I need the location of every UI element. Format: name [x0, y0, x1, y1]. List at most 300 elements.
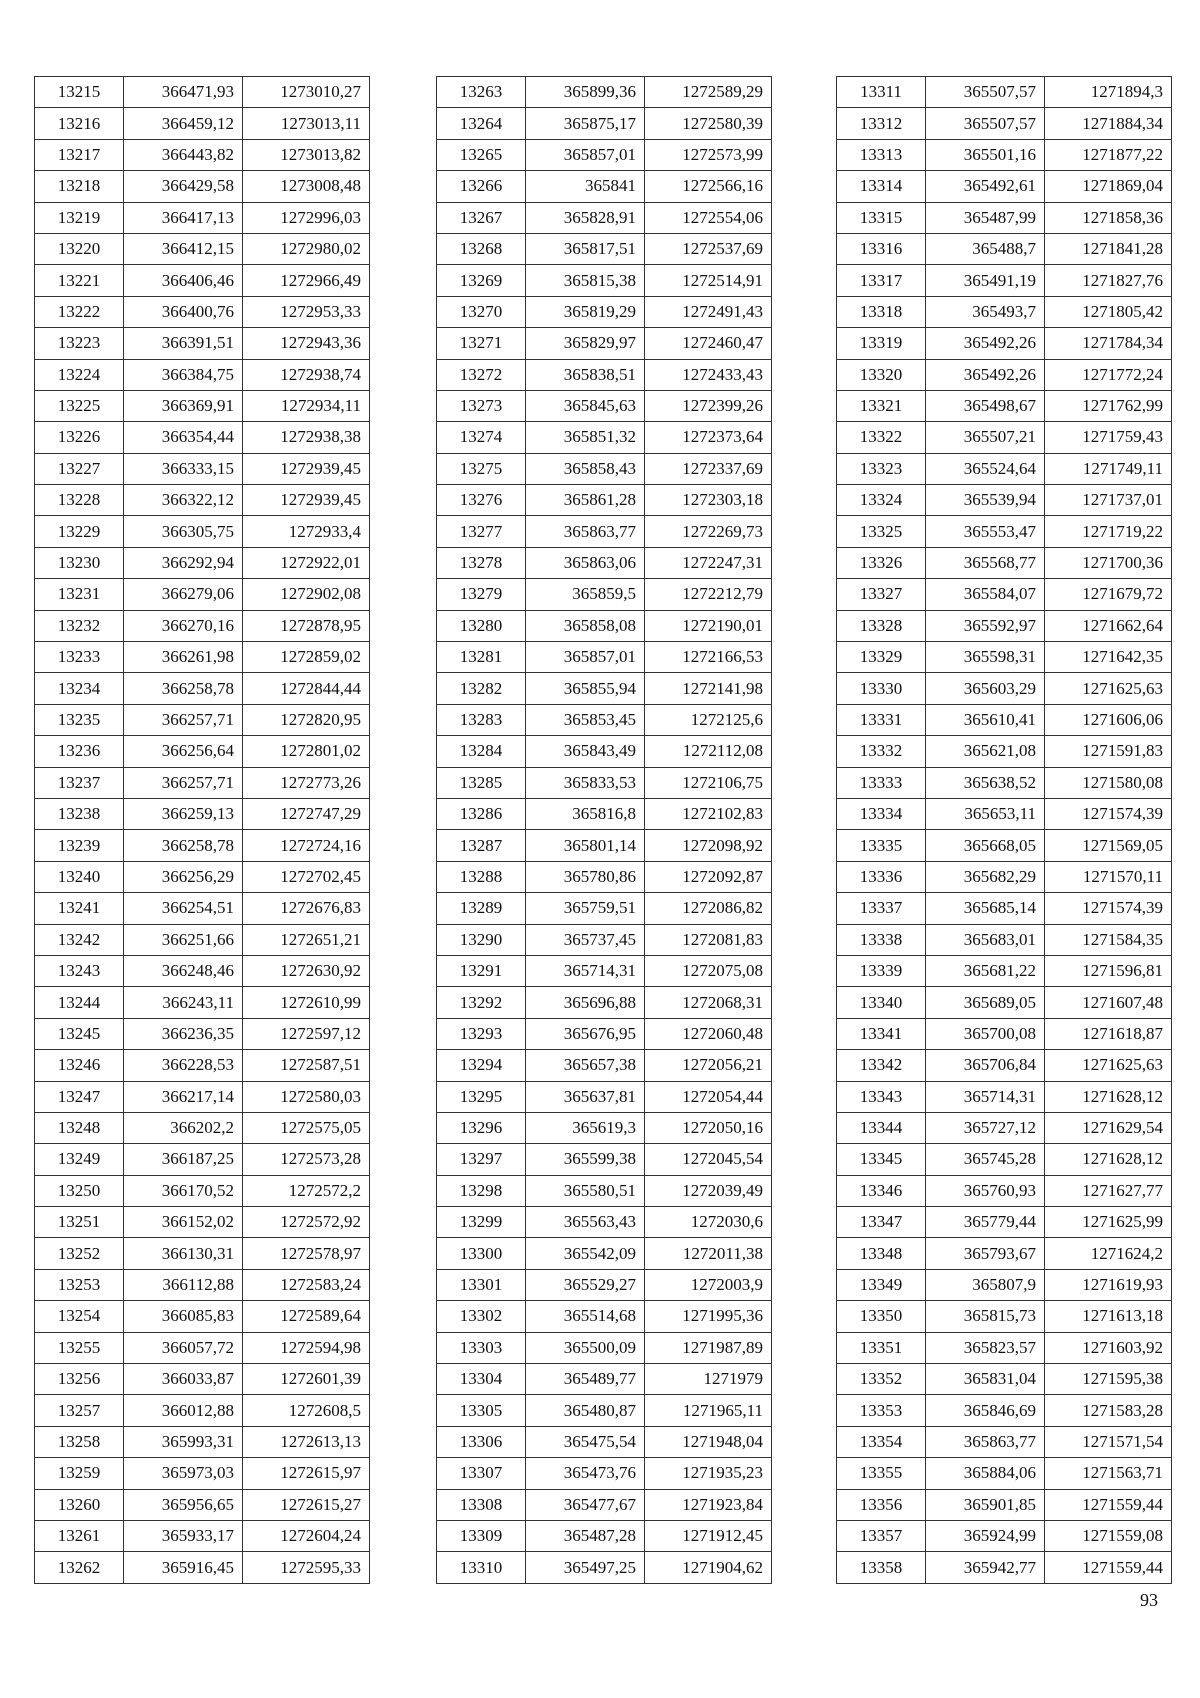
y-coordinate-cell: 1271719,22 [1045, 516, 1172, 547]
table-row [837, 1112, 1172, 1143]
x-coordinate-cell: 366384,75 [124, 359, 243, 390]
table-row [35, 798, 370, 829]
point-number-cell: 13250 [35, 1175, 124, 1206]
point-number-cell: 13316 [837, 233, 926, 264]
point-number-cell: 13343 [837, 1081, 926, 1112]
table-row [35, 265, 370, 296]
y-coordinate-cell: 1272045,54 [645, 1144, 772, 1175]
x-coordinate-cell: 366228,53 [124, 1050, 243, 1081]
y-coordinate-cell: 1271559,08 [1045, 1520, 1172, 1551]
x-coordinate-cell: 365489,77 [526, 1364, 645, 1395]
x-coordinate-cell: 365993,31 [124, 1426, 243, 1457]
point-number-cell: 13298 [437, 1175, 526, 1206]
table-row [837, 798, 1172, 829]
table-row [437, 453, 772, 484]
y-coordinate-cell: 1271762,99 [1045, 390, 1172, 421]
y-coordinate-cell: 1271737,01 [1045, 485, 1172, 516]
y-coordinate-cell: 1272604,24 [243, 1520, 370, 1551]
y-coordinate-cell: 1272583,24 [243, 1269, 370, 1300]
x-coordinate-cell: 365621,08 [926, 736, 1045, 767]
y-coordinate-cell: 1272514,91 [645, 265, 772, 296]
point-number-cell: 13348 [837, 1238, 926, 1269]
point-number-cell: 13218 [35, 171, 124, 202]
x-coordinate-cell: 365500,09 [526, 1332, 645, 1363]
x-coordinate-cell: 365858,43 [526, 453, 645, 484]
y-coordinate-cell: 1272844,44 [243, 673, 370, 704]
y-coordinate-cell: 1271625,99 [1045, 1207, 1172, 1238]
point-number-cell: 13318 [837, 296, 926, 327]
y-coordinate-cell: 1272068,31 [645, 987, 772, 1018]
x-coordinate-cell: 365859,5 [526, 579, 645, 610]
table-row [837, 924, 1172, 955]
point-number-cell: 13295 [437, 1081, 526, 1112]
point-number-cell: 13322 [837, 422, 926, 453]
y-coordinate-cell: 1271894,3 [1045, 77, 1172, 108]
y-coordinate-cell: 1271580,08 [1045, 767, 1172, 798]
x-coordinate-cell: 366258,78 [124, 673, 243, 704]
x-coordinate-cell: 365714,31 [526, 955, 645, 986]
table-row [35, 767, 370, 798]
point-number-cell: 13334 [837, 798, 926, 829]
x-coordinate-cell: 365492,26 [926, 359, 1045, 390]
x-coordinate-cell: 366085,83 [124, 1301, 243, 1332]
point-number-cell: 13352 [837, 1364, 926, 1395]
x-coordinate-cell: 365759,51 [526, 893, 645, 924]
x-coordinate-cell: 366202,2 [124, 1112, 243, 1143]
y-coordinate-cell: 1272075,08 [645, 955, 772, 986]
point-number-cell: 13355 [837, 1458, 926, 1489]
table-row [35, 861, 370, 892]
point-number-cell: 13342 [837, 1050, 926, 1081]
table-row [437, 1112, 772, 1143]
table-row [35, 359, 370, 390]
x-coordinate-cell: 365497,25 [526, 1552, 645, 1583]
y-coordinate-cell: 1272610,99 [243, 987, 370, 1018]
y-coordinate-cell: 1272086,82 [645, 893, 772, 924]
table-row [35, 108, 370, 139]
y-coordinate-cell: 1272112,08 [645, 736, 772, 767]
point-number-cell: 13299 [437, 1207, 526, 1238]
point-number-cell: 13262 [35, 1552, 124, 1583]
table-row [437, 1552, 772, 1583]
point-number-cell: 13231 [35, 579, 124, 610]
table-row [837, 1489, 1172, 1520]
table-row [837, 1144, 1172, 1175]
x-coordinate-cell: 365682,29 [926, 861, 1045, 892]
table-row [437, 924, 772, 955]
y-coordinate-cell: 1272597,12 [243, 1018, 370, 1049]
point-number-cell: 13336 [837, 861, 926, 892]
point-number-cell: 13260 [35, 1489, 124, 1520]
point-number-cell: 13328 [837, 610, 926, 641]
x-coordinate-cell: 365619,3 [526, 1112, 645, 1143]
table-row [35, 328, 370, 359]
point-number-cell: 13267 [437, 202, 526, 233]
table-row [837, 579, 1172, 610]
point-number-cell: 13263 [437, 77, 526, 108]
y-coordinate-cell: 1272878,95 [243, 610, 370, 641]
table-row [837, 1238, 1172, 1269]
x-coordinate-cell: 365863,77 [926, 1426, 1045, 1457]
table-row [437, 1332, 772, 1363]
y-coordinate-cell: 1272589,64 [243, 1301, 370, 1332]
point-number-cell: 13300 [437, 1238, 526, 1269]
x-coordinate-cell: 366400,76 [124, 296, 243, 327]
table-row [837, 955, 1172, 986]
point-number-cell: 13252 [35, 1238, 124, 1269]
table-row [837, 328, 1172, 359]
y-coordinate-cell: 1272980,02 [243, 233, 370, 264]
y-coordinate-cell: 1272580,39 [645, 108, 772, 139]
table-row [437, 1301, 772, 1332]
table-row [837, 1269, 1172, 1300]
table-row [35, 1458, 370, 1489]
table-row [35, 1520, 370, 1551]
point-number-cell: 13287 [437, 830, 526, 861]
coordinate-table-3 [836, 76, 1172, 1584]
y-coordinate-cell: 1271563,71 [1045, 1458, 1172, 1489]
y-coordinate-cell: 1271700,36 [1045, 547, 1172, 578]
table-row [837, 1018, 1172, 1049]
point-number-cell: 13302 [437, 1301, 526, 1332]
x-coordinate-cell: 365553,47 [926, 516, 1045, 547]
table-row [837, 485, 1172, 516]
table-row [35, 296, 370, 327]
y-coordinate-cell: 1271629,54 [1045, 1112, 1172, 1143]
y-coordinate-cell: 1272773,26 [243, 767, 370, 798]
table-row [437, 1426, 772, 1457]
y-coordinate-cell: 1271869,04 [1045, 171, 1172, 202]
point-number-cell: 13277 [437, 516, 526, 547]
table-row [837, 139, 1172, 170]
x-coordinate-cell: 365831,04 [926, 1364, 1045, 1395]
table-row [837, 202, 1172, 233]
x-coordinate-cell: 365846,69 [926, 1395, 1045, 1426]
y-coordinate-cell: 1272820,95 [243, 704, 370, 735]
point-number-cell: 13314 [837, 171, 926, 202]
point-number-cell: 13256 [35, 1364, 124, 1395]
point-number-cell: 13288 [437, 861, 526, 892]
table-row [437, 1144, 772, 1175]
table-row [35, 924, 370, 955]
y-coordinate-cell: 1271559,44 [1045, 1552, 1172, 1583]
point-number-cell: 13224 [35, 359, 124, 390]
x-coordinate-cell: 366354,44 [124, 422, 243, 453]
y-coordinate-cell: 1272030,6 [645, 1207, 772, 1238]
x-coordinate-cell: 365924,99 [926, 1520, 1045, 1551]
x-coordinate-cell: 366406,46 [124, 265, 243, 296]
x-coordinate-cell: 366170,52 [124, 1175, 243, 1206]
y-coordinate-cell: 1271625,63 [1045, 1050, 1172, 1081]
x-coordinate-cell: 365793,67 [926, 1238, 1045, 1269]
y-coordinate-cell: 1272337,69 [645, 453, 772, 484]
point-number-cell: 13241 [35, 893, 124, 924]
y-coordinate-cell: 1272801,02 [243, 736, 370, 767]
y-coordinate-cell: 1272190,01 [645, 610, 772, 641]
point-number-cell: 13237 [35, 767, 124, 798]
table-row [35, 1112, 370, 1143]
y-coordinate-cell: 1272098,92 [645, 830, 772, 861]
point-number-cell: 13259 [35, 1458, 124, 1489]
y-coordinate-cell: 1271679,72 [1045, 579, 1172, 610]
coordinate-table-2 [436, 76, 772, 1584]
y-coordinate-cell: 1272141,98 [645, 673, 772, 704]
table-row [837, 516, 1172, 547]
y-coordinate-cell: 1271603,92 [1045, 1332, 1172, 1363]
point-number-cell: 13269 [437, 265, 526, 296]
x-coordinate-cell: 365819,29 [526, 296, 645, 327]
table-row [35, 830, 370, 861]
table-row [35, 1426, 370, 1457]
table-row [437, 265, 772, 296]
point-number-cell: 13221 [35, 265, 124, 296]
table-row [35, 736, 370, 767]
point-number-cell: 13311 [837, 77, 926, 108]
x-coordinate-cell: 365668,05 [926, 830, 1045, 861]
x-coordinate-cell: 365737,45 [526, 924, 645, 955]
x-coordinate-cell: 365473,76 [526, 1458, 645, 1489]
table-row [837, 359, 1172, 390]
point-number-cell: 13313 [837, 139, 926, 170]
table-row [437, 767, 772, 798]
point-number-cell: 13233 [35, 642, 124, 673]
table-row [437, 1269, 772, 1300]
x-coordinate-cell: 366257,71 [124, 704, 243, 735]
x-coordinate-cell: 365841 [526, 171, 645, 202]
x-coordinate-cell: 365875,17 [526, 108, 645, 139]
x-coordinate-cell: 366248,46 [124, 955, 243, 986]
x-coordinate-cell: 366236,35 [124, 1018, 243, 1049]
point-number-cell: 13332 [837, 736, 926, 767]
x-coordinate-cell: 365696,88 [526, 987, 645, 1018]
y-coordinate-cell: 1271965,11 [645, 1395, 772, 1426]
table-row [837, 1081, 1172, 1112]
point-number-cell: 13227 [35, 453, 124, 484]
y-coordinate-cell: 1271935,23 [645, 1458, 772, 1489]
table-row [837, 1552, 1172, 1583]
x-coordinate-cell: 365568,77 [926, 547, 1045, 578]
table-row [35, 422, 370, 453]
y-coordinate-cell: 1271662,64 [1045, 610, 1172, 641]
x-coordinate-cell: 366292,94 [124, 547, 243, 578]
x-coordinate-cell: 365487,99 [926, 202, 1045, 233]
point-number-cell: 13245 [35, 1018, 124, 1049]
table-row [837, 422, 1172, 453]
table-row [437, 1520, 772, 1551]
point-number-cell: 13279 [437, 579, 526, 610]
point-number-cell: 13338 [837, 924, 926, 955]
y-coordinate-cell: 1272934,11 [243, 390, 370, 421]
x-coordinate-cell: 365843,49 [526, 736, 645, 767]
table-row [35, 1301, 370, 1332]
table-row [437, 139, 772, 170]
table-row [837, 108, 1172, 139]
table-row [437, 108, 772, 139]
table-row [35, 579, 370, 610]
y-coordinate-cell: 1272613,13 [243, 1426, 370, 1457]
y-coordinate-cell: 1272575,05 [243, 1112, 370, 1143]
point-number-cell: 13253 [35, 1269, 124, 1300]
table-row [837, 1458, 1172, 1489]
x-coordinate-cell: 365815,73 [926, 1301, 1045, 1332]
y-coordinate-cell: 1271877,22 [1045, 139, 1172, 170]
y-coordinate-cell: 1272573,99 [645, 139, 772, 170]
table-row [437, 704, 772, 735]
x-coordinate-cell: 366152,02 [124, 1207, 243, 1238]
table-row [35, 704, 370, 735]
table-row [437, 1018, 772, 1049]
point-number-cell: 13244 [35, 987, 124, 1018]
x-coordinate-cell: 365700,08 [926, 1018, 1045, 1049]
table-row [35, 139, 370, 170]
x-coordinate-cell: 365828,91 [526, 202, 645, 233]
point-number-cell: 13266 [437, 171, 526, 202]
table-row [437, 328, 772, 359]
x-coordinate-cell: 365845,63 [526, 390, 645, 421]
table-row [437, 579, 772, 610]
point-number-cell: 13272 [437, 359, 526, 390]
table-row [437, 1238, 772, 1269]
y-coordinate-cell: 1272303,18 [645, 485, 772, 516]
y-coordinate-cell: 1271574,39 [1045, 893, 1172, 924]
x-coordinate-cell: 365973,03 [124, 1458, 243, 1489]
y-coordinate-cell: 1271912,45 [645, 1520, 772, 1551]
y-coordinate-cell: 1272039,49 [645, 1175, 772, 1206]
table-row [437, 798, 772, 829]
y-coordinate-cell: 1271559,44 [1045, 1489, 1172, 1520]
y-coordinate-cell: 1272922,01 [243, 547, 370, 578]
point-number-cell: 13280 [437, 610, 526, 641]
point-number-cell: 13339 [837, 955, 926, 986]
table-row [437, 171, 772, 202]
y-coordinate-cell: 1271642,35 [1045, 642, 1172, 673]
x-coordinate-cell: 365681,22 [926, 955, 1045, 986]
y-coordinate-cell: 1272056,21 [645, 1050, 772, 1081]
x-coordinate-cell: 366217,14 [124, 1081, 243, 1112]
y-coordinate-cell: 1273013,11 [243, 108, 370, 139]
table-row [35, 485, 370, 516]
point-number-cell: 13268 [437, 233, 526, 264]
y-coordinate-cell: 1272247,31 [645, 547, 772, 578]
y-coordinate-cell: 1271749,11 [1045, 453, 1172, 484]
x-coordinate-cell: 366417,13 [124, 202, 243, 233]
x-coordinate-cell: 365488,7 [926, 233, 1045, 264]
y-coordinate-cell: 1272003,9 [645, 1269, 772, 1300]
point-number-cell: 13317 [837, 265, 926, 296]
x-coordinate-cell: 365685,14 [926, 893, 1045, 924]
y-coordinate-cell: 1272102,83 [645, 798, 772, 829]
y-coordinate-cell: 1271841,28 [1045, 233, 1172, 264]
x-coordinate-cell: 366033,87 [124, 1364, 243, 1395]
y-coordinate-cell: 1272943,36 [243, 328, 370, 359]
table-row [837, 296, 1172, 327]
table-row [437, 1207, 772, 1238]
x-coordinate-cell: 365514,68 [526, 1301, 645, 1332]
y-coordinate-cell: 1271827,76 [1045, 265, 1172, 296]
x-coordinate-cell: 365829,97 [526, 328, 645, 359]
table-row [35, 673, 370, 704]
point-number-cell: 13330 [837, 673, 926, 704]
table-row [35, 1175, 370, 1206]
x-coordinate-cell: 365706,84 [926, 1050, 1045, 1081]
x-coordinate-cell: 365653,11 [926, 798, 1045, 829]
table-row [35, 987, 370, 1018]
x-coordinate-cell: 365855,94 [526, 673, 645, 704]
point-number-cell: 13333 [837, 767, 926, 798]
point-number-cell: 13261 [35, 1520, 124, 1551]
table-row [837, 987, 1172, 1018]
x-coordinate-cell: 366429,58 [124, 171, 243, 202]
point-number-cell: 13239 [35, 830, 124, 861]
point-number-cell: 13337 [837, 893, 926, 924]
x-coordinate-cell: 365542,09 [526, 1238, 645, 1269]
y-coordinate-cell: 1271995,36 [645, 1301, 772, 1332]
table-row [437, 1364, 772, 1395]
y-coordinate-cell: 1272572,2 [243, 1175, 370, 1206]
y-coordinate-cell: 1271571,54 [1045, 1426, 1172, 1457]
point-number-cell: 13308 [437, 1489, 526, 1520]
point-number-cell: 13309 [437, 1520, 526, 1551]
point-number-cell: 13276 [437, 485, 526, 516]
point-number-cell: 13264 [437, 108, 526, 139]
table-row [35, 171, 370, 202]
x-coordinate-cell: 365524,64 [926, 453, 1045, 484]
point-number-cell: 13321 [837, 390, 926, 421]
table-row [837, 1426, 1172, 1457]
x-coordinate-cell: 365858,08 [526, 610, 645, 641]
table-row [35, 642, 370, 673]
y-coordinate-cell: 1271904,62 [645, 1552, 772, 1583]
y-coordinate-cell: 1272050,16 [645, 1112, 772, 1143]
x-coordinate-cell: 365492,61 [926, 171, 1045, 202]
y-coordinate-cell: 1271759,43 [1045, 422, 1172, 453]
point-number-cell: 13294 [437, 1050, 526, 1081]
table-row [35, 516, 370, 547]
table-row [35, 893, 370, 924]
y-coordinate-cell: 1272491,43 [645, 296, 772, 327]
table-row [837, 704, 1172, 735]
table-row [837, 1332, 1172, 1363]
table-row [437, 296, 772, 327]
point-number-cell: 13235 [35, 704, 124, 735]
table-row [837, 171, 1172, 202]
y-coordinate-cell: 1272608,5 [243, 1395, 370, 1426]
table-row [437, 1458, 772, 1489]
table-row [35, 390, 370, 421]
point-number-cell: 13307 [437, 1458, 526, 1489]
table-row [437, 485, 772, 516]
y-coordinate-cell: 1271574,39 [1045, 798, 1172, 829]
y-coordinate-cell: 1271979 [645, 1364, 772, 1395]
x-coordinate-cell: 365916,45 [124, 1552, 243, 1583]
point-number-cell: 13320 [837, 359, 926, 390]
y-coordinate-cell: 1273010,27 [243, 77, 370, 108]
y-coordinate-cell: 1272933,4 [243, 516, 370, 547]
table-row [437, 610, 772, 641]
y-coordinate-cell: 1272953,33 [243, 296, 370, 327]
table-row [837, 233, 1172, 264]
point-number-cell: 13291 [437, 955, 526, 986]
point-number-cell: 13350 [837, 1301, 926, 1332]
table-row [437, 1395, 772, 1426]
table-row [837, 1301, 1172, 1332]
table-row [837, 642, 1172, 673]
y-coordinate-cell: 1272747,29 [243, 798, 370, 829]
x-coordinate-cell: 365683,01 [926, 924, 1045, 955]
table-row [437, 830, 772, 861]
table-row [437, 987, 772, 1018]
point-number-cell: 13226 [35, 422, 124, 453]
